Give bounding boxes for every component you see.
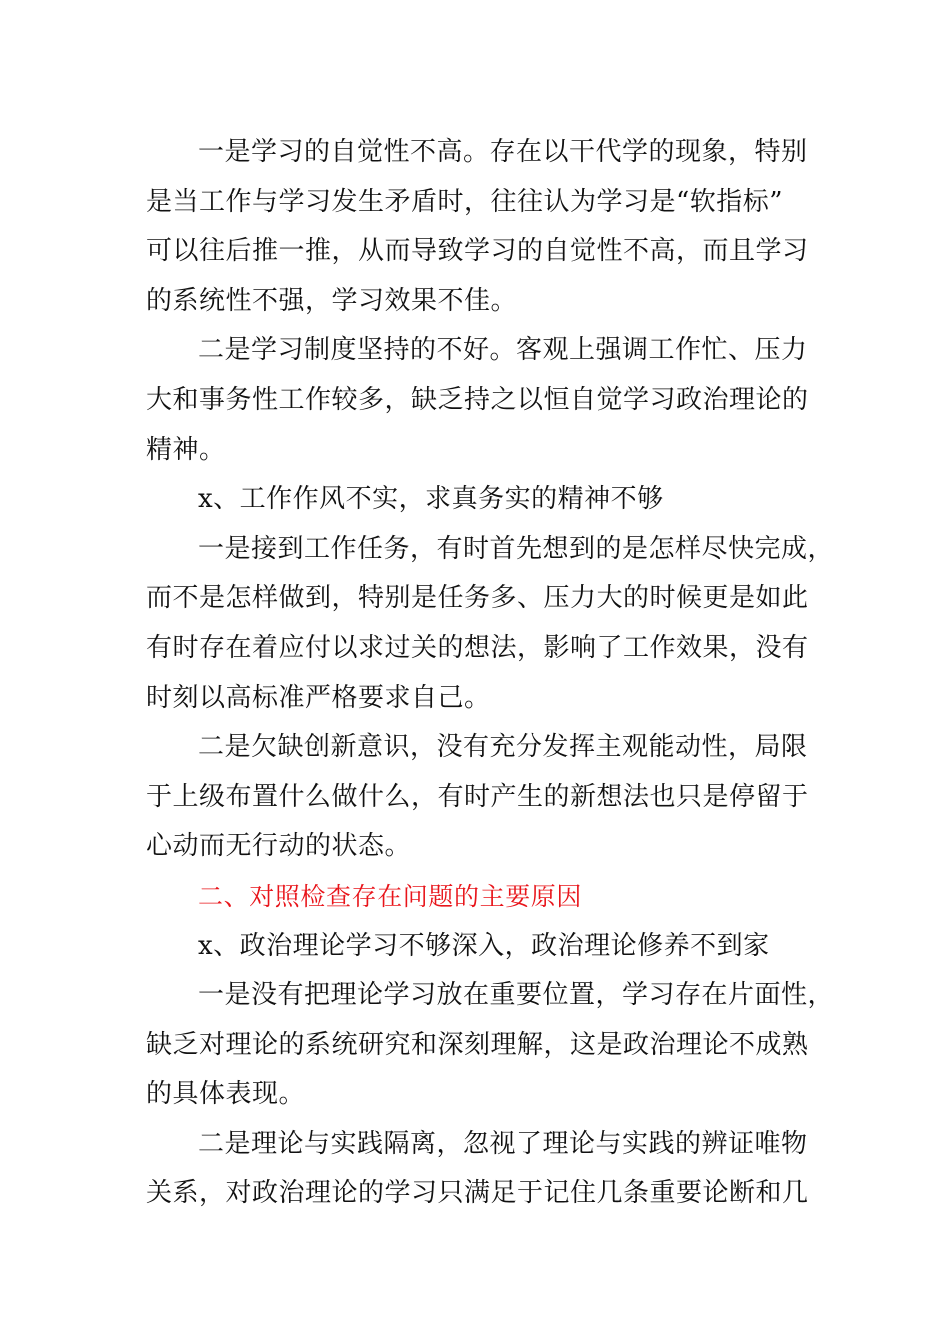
subheading-line: x、政治理论学习不够深入，政治理论修养不到家 [198,930,770,961]
paragraph-line: 可以往后推一推，从而导致学习的自觉性不高，而且学习 [146,236,809,267]
paragraph-line: 缺乏对理论的系统研究和深刻理解，这是政治理论不成熟 [146,1029,809,1060]
subheading-line: x、工作作风不实，求真务实的精神不够 [198,484,664,515]
paragraph-line: 精神。 [146,434,226,465]
paragraph-line: 一是没有把理论学习放在重要位置，学习存在片面性， [198,980,835,1011]
paragraph-line: 一是接到工作任务，有时首先想到的是怎样尽快完成， [198,533,835,564]
paragraph-line: 关系，对政治理论的学习只满足于记住几条重要论断和几 [146,1178,809,1209]
paragraph-line: 于上级布置什么做什么，有时产生的新想法也只是停留于 [146,781,809,812]
paragraph-line: 是当工作与学习发生矛盾时，往往认为学习是“软指标” [146,186,784,217]
paragraph-line: 而不是怎样做到，特别是任务多、压力大的时候更是如此 [146,583,809,614]
paragraph-line: 的系统性不强，学习效果不佳。 [146,285,518,316]
paragraph-line: 有时存在着应付以求过关的想法，影响了工作效果，没有 [146,632,809,663]
paragraph-line: 心动而无行动的状态。 [146,831,412,862]
paragraph-line: 大和事务性工作较多，缺乏持之以恒自觉学习政治理论的 [146,384,809,415]
paragraph-line: 一是学习的自觉性不高。存在以干代学的现象，特别 [198,137,808,167]
paragraph-line: 时刻以高标准严格要求自己。 [146,682,491,713]
paragraph-line: 二是学习制度坚持的不好。客观上强调工作忙、压力 [198,335,808,366]
paragraph-line: 二是欠缺创新意识，没有充分发挥主观能动性，局限 [198,732,808,763]
paragraph-line: 二是理论与实践隔离，忽视了理论与实践的辨证唯物 [198,1128,808,1159]
document-body [146,128,835,1219]
section-heading: 二、对照检查存在问题的主要原因 [198,881,583,911]
paragraph-line: 的具体表现。 [146,1079,306,1110]
